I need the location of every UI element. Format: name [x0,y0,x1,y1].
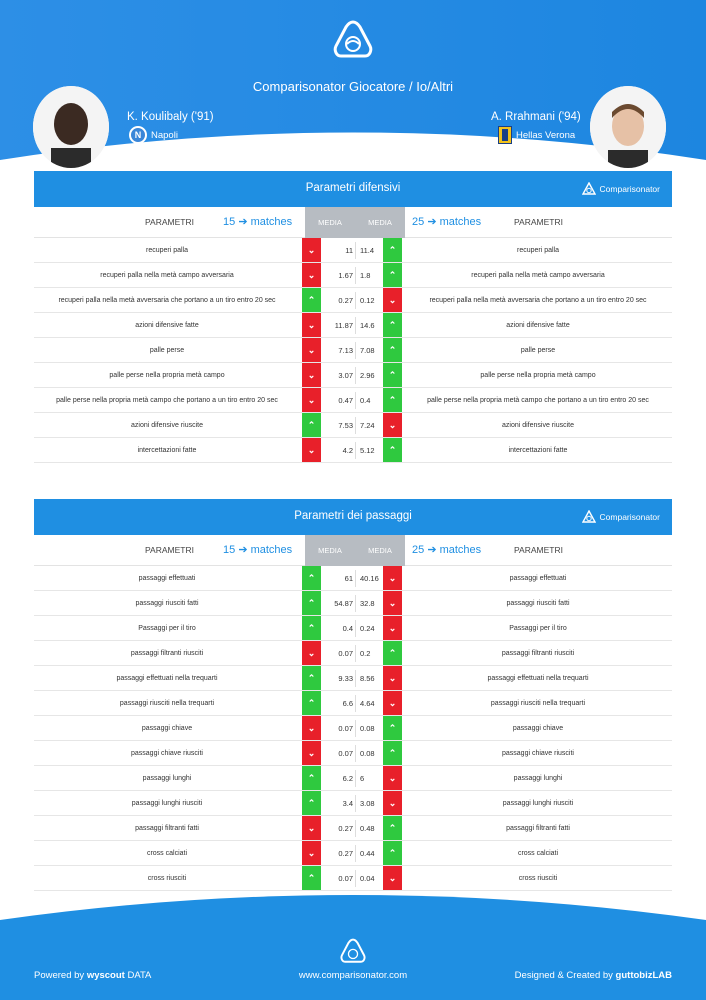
media-header-left: MEDIA [305,207,355,238]
chevron-down-icon: ⌄ [383,691,402,715]
powered-by-suffix: DATA [127,970,152,981]
value-left: 0.47 [338,396,353,405]
table-row [34,413,672,438]
table-row [34,716,672,741]
defensive-rows [34,238,672,463]
value-left: 6.6 [342,699,353,708]
param-label-left: palle perse nella propria metà campo che portano a un tiro entro 20 sec [56,397,278,404]
table-row [34,288,672,313]
value-left: 11.87 [334,321,353,330]
chevron-down-icon: ⌄ [302,641,321,665]
value-right: 3.08 [360,799,375,808]
param-label-right: recuperi palla [516,247,560,254]
param-label-left: passaggi filtranti fatti [135,825,199,832]
table-row [34,616,672,641]
param-label-right: passaggi filtranti riusciti [501,650,575,657]
chevron-down-icon: ⌄ [383,413,402,437]
chevron-down-icon: ⌄ [302,338,321,362]
chevron-up-icon: ⌃ [383,388,402,412]
table-row [34,666,672,691]
matches-right-word: matches [439,544,482,556]
matches-right [412,215,481,228]
player-left-photo [33,86,109,168]
param-label-right: palle perse [520,347,556,354]
chevron-down-icon: ⌄ [302,388,321,412]
matches-left [223,543,292,556]
param-label-right: Passaggi per il tiro [509,625,567,632]
value-left: 54.87 [334,599,353,608]
value-left: 7.13 [338,346,353,355]
sign-in-icon: ➔ [427,544,437,556]
param-label-right: passaggi lunghi [513,775,563,782]
table-row [34,591,672,616]
matches-left-count: 15 [223,216,236,228]
chevron-up-icon: ⌃ [383,716,402,740]
player-left-team [129,126,178,144]
param-label-right: intercettazioni fatte [508,447,568,454]
value-right: 0.2 [360,649,371,658]
value-left: 6.2 [342,774,353,783]
chevron-up-icon: ⌃ [302,591,321,615]
chevron-down-icon: ⌄ [302,263,321,287]
value-left: 9.33 [338,674,353,683]
table-row [34,691,672,716]
chevron-up-icon: ⌃ [383,263,402,287]
chevron-down-icon: ⌄ [383,666,402,690]
table-row [34,363,672,388]
wyscout-logo: wyscout [86,970,125,981]
matches-left-word: matches [250,544,293,556]
matches-left [223,215,292,228]
chevron-up-icon: ⌃ [383,641,402,665]
value-right: 0.44 [360,849,375,858]
passing-rows [34,566,672,891]
defensive-section [34,171,672,463]
value-left: 0.07 [338,724,353,733]
site-link[interactable]: www.comparisonator.com [298,970,408,981]
chevron-down-icon: ⌄ [302,238,321,262]
param-label-left: passaggi riusciti fatti [135,600,199,607]
value-right: 0.48 [360,824,375,833]
player-right-photo [590,86,666,168]
param-label-right: passaggi lunghi riusciti [502,800,574,807]
value-right: 0.4 [360,396,371,405]
table-row [34,766,672,791]
passing-brand-label: Comparisonator [599,512,660,522]
value-left: 11 [345,246,353,255]
designed-by [515,970,672,981]
chevron-up-icon: ⌃ [383,841,402,865]
chevron-up-icon: ⌃ [383,741,402,765]
table-row [34,338,672,363]
media-header-right: MEDIA [355,207,405,238]
chevron-up-icon: ⌃ [302,666,321,690]
value-left: 4.2 [342,446,353,455]
passing-column-header [34,535,672,566]
param-label-right: passaggi riusciti fatti [506,600,570,607]
chevron-down-icon: ⌄ [302,716,321,740]
param-label-left: palle perse [149,347,185,354]
value-right: 0.08 [360,749,375,758]
table-row [34,313,672,338]
param-label-right: cross riusciti [518,875,558,882]
value-left: 7.53 [338,421,353,430]
passing-section [34,499,672,891]
value-right: 40.16 [360,574,379,583]
param-label-left: passaggi riusciti nella trequarti [119,700,215,707]
chevron-down-icon: ⌄ [302,841,321,865]
chevron-down-icon: ⌄ [302,438,321,462]
value-left: 0.27 [338,296,353,305]
value-left: 0.27 [338,849,353,858]
value-left: 0.07 [338,649,353,658]
sign-in-icon: ➔ [238,216,248,228]
player-right-team [498,126,575,144]
param-label-right: passaggi riusciti nella trequarti [490,700,586,707]
param-header-left: PARAMETRI [145,545,194,555]
value-left: 3.07 [338,371,353,380]
table-row [34,741,672,766]
comparisonator-icon [582,510,596,524]
chevron-up-icon: ⌃ [302,791,321,815]
matches-right-count: 25 [412,216,425,228]
comparisonator-icon [582,182,596,196]
matches-right-word: matches [439,216,482,228]
chevron-down-icon: ⌄ [383,791,402,815]
param-label-left: passaggi filtranti riusciti [130,650,204,657]
chevron-up-icon: ⌃ [383,338,402,362]
chevron-down-icon: ⌄ [302,313,321,337]
param-label-right: azioni difensive fatte [506,322,570,329]
value-right: 14.6 [360,321,375,330]
chevron-up-icon: ⌃ [302,766,321,790]
player-left-name: K. Koulibaly ('91) [127,111,214,123]
chevron-up-icon: ⌃ [302,616,321,640]
defensive-brand [582,182,660,196]
chevron-down-icon: ⌄ [383,591,402,615]
param-label-right: recuperi palla nella metà avversaria che portano a un tiro entro 20 sec [429,297,647,304]
matches-left-word: matches [250,216,293,228]
chevron-up-icon: ⌃ [383,238,402,262]
table-row [34,641,672,666]
passing-section-header [34,499,672,535]
chevron-down-icon: ⌄ [302,741,321,765]
page-title: Comparisonator Giocatore / Io/Altri [252,79,454,94]
table-row [34,238,672,263]
param-label-left: cross calciati [146,850,188,857]
param-label-right: cross calciati [517,850,559,857]
value-right: 4.64 [360,699,375,708]
napoli-badge-icon: N [129,126,147,144]
chevron-up-icon: ⌃ [383,438,402,462]
sign-in-icon: ➔ [427,216,437,228]
value-right: 0.08 [360,724,375,733]
chevron-down-icon: ⌄ [383,866,402,890]
value-left: 1.67 [338,271,353,280]
defensive-brand-label: Comparisonator [599,184,660,194]
table-row [34,438,672,463]
chevron-up-icon: ⌃ [383,363,402,387]
value-right: 7.24 [360,421,375,430]
chevron-down-icon: ⌄ [383,288,402,312]
value-right: 6 [360,774,365,783]
defensive-section-header [34,171,672,207]
chevron-up-icon: ⌃ [302,413,321,437]
table-row [34,791,672,816]
value-left: 0.27 [338,824,353,833]
value-right: 0.12 [360,296,375,305]
param-label-right: passaggi filtranti fatti [506,825,570,832]
param-label-left: passaggi chiave [141,725,193,732]
comparisonator-logo [333,20,373,62]
passing-section-title: Parametri dei passaggi [294,510,412,522]
param-header-right: PARAMETRI [514,217,563,227]
param-label-left: recuperi palla [145,247,189,254]
table-row [34,816,672,841]
chevron-down-icon: ⌄ [383,616,402,640]
param-header-right: PARAMETRI [514,545,563,555]
comparisonator-logo [340,938,366,966]
table-row [34,566,672,591]
chevron-up-icon: ⌃ [383,816,402,840]
media-header-left: MEDIA [305,535,355,566]
param-label-right: passaggi effettuati [509,575,567,582]
chevron-down-icon: ⌄ [302,363,321,387]
chevron-up-icon: ⌃ [302,288,321,312]
defensive-column-header [34,207,672,238]
value-right: 2.96 [360,371,375,380]
value-right: 0.04 [360,874,375,883]
sign-in-icon: ➔ [238,544,248,556]
value-right: 32.8 [360,599,375,608]
table-row [34,263,672,288]
player-right-name: A. Rrahmani ('94) [491,111,581,123]
chevron-up-icon: ⌃ [302,691,321,715]
param-label-left: passaggi lunghi [142,775,192,782]
param-label-left: palle perse nella propria metà campo [109,372,225,379]
media-header-right: MEDIA [355,535,405,566]
param-label-right: palle perse nella propria metà campo che portano a un tiro entro 20 sec [427,397,649,404]
player-left-team-name: Napoli [151,129,178,141]
value-right: 7.08 [360,346,375,355]
guttobizlab-logo: guttobizLAB [615,970,672,981]
value-left: 0.07 [338,874,353,883]
param-label-left: recuperi palla nella metà avversaria che portano a un tiro entro 20 sec [58,297,276,304]
chevron-down-icon: ⌄ [383,566,402,590]
value-left: 0.07 [338,749,353,758]
powered-by-prefix: Powered by [34,970,85,981]
param-label-right: passaggi effettuati nella trequarti [487,675,589,682]
param-label-left: Passaggi per il tiro [138,625,196,632]
value-right: 5.12 [360,446,375,455]
designed-by-prefix: Designed & Created by [514,970,613,981]
param-label-left: azioni difensive riuscite [131,422,203,429]
chevron-up-icon: ⌃ [383,313,402,337]
chevron-down-icon: ⌄ [383,766,402,790]
param-header-left: PARAMETRI [145,217,194,227]
value-right: 11.4 [360,246,375,255]
defensive-section-title: Parametri difensivi [305,182,401,194]
player-right-team-name: Hellas Verona [516,129,576,141]
value-right: 1.8 [360,271,371,280]
matches-left-count: 15 [223,544,236,556]
param-label-left: intercettazioni fatte [137,447,197,454]
matches-right [412,543,481,556]
chevron-down-icon: ⌄ [302,816,321,840]
param-label-left: passaggi chiave riusciti [131,750,203,757]
param-label-right: passaggi chiave riusciti [502,750,574,757]
param-label-right: palle perse nella propria metà campo [480,372,596,379]
table-row [34,388,672,413]
param-label-left: cross riusciti [147,875,187,882]
param-label-left: passaggi lunghi riusciti [131,800,203,807]
param-label-right: passaggi chiave [512,725,564,732]
value-left: 0.4 [342,624,353,633]
param-label-right: recuperi palla nella metà campo avversaria [471,272,605,279]
param-label-left: recuperi palla nella metà campo avversaria [100,272,234,279]
param-label-left: passaggi effettuati [138,575,196,582]
matches-right-count: 25 [412,544,425,556]
value-right: 8.56 [360,674,375,683]
param-label-left: passaggi effettuati nella trequarti [116,675,218,682]
chevron-up-icon: ⌃ [302,566,321,590]
value-left: 3.4 [342,799,353,808]
value-left: 61 [344,574,353,583]
param-label-left: azioni difensive fatte [135,322,199,329]
param-label-right: azioni difensive riuscite [502,422,574,429]
table-row [34,841,672,866]
chevron-up-icon: ⌃ [302,866,321,890]
passing-brand [582,510,660,524]
verona-badge-icon [498,126,512,144]
value-right: 0.24 [360,624,375,633]
